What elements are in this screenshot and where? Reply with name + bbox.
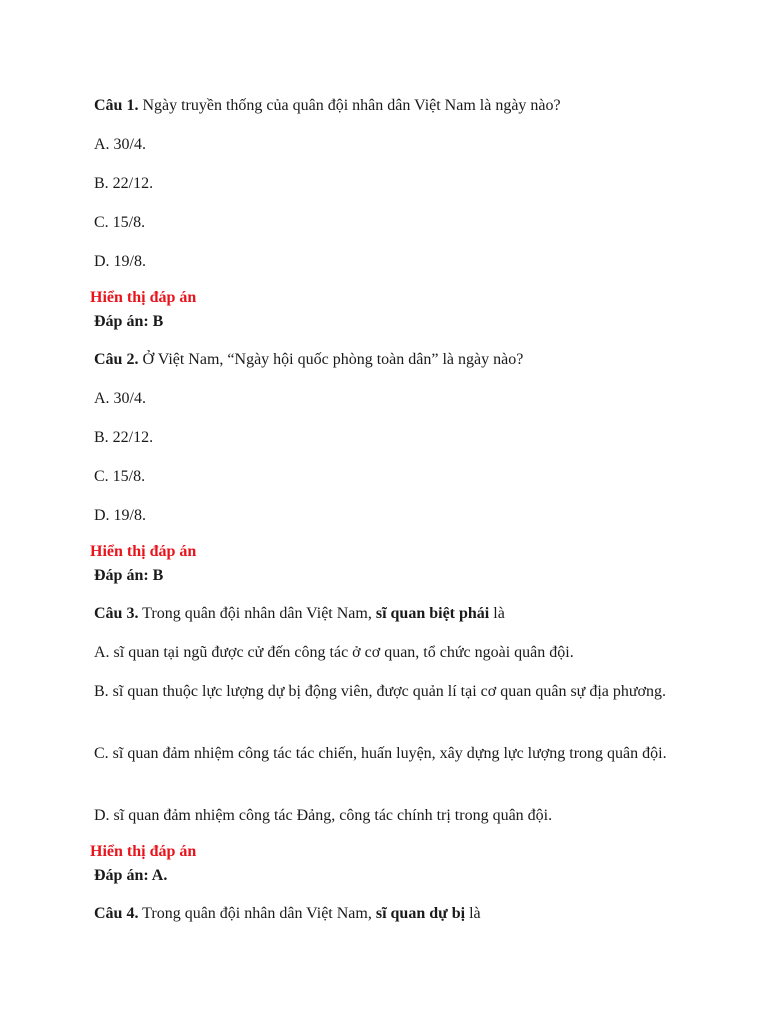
option-b: B. 22/12. bbox=[94, 175, 154, 192]
question-term: sĩ quan biệt phái bbox=[375, 605, 490, 622]
answer-text: Đáp án: B bbox=[94, 567, 164, 584]
question-label: Câu 2. bbox=[94, 351, 139, 368]
option-b: B. sĩ quan thuộc lực lượng dự bị động viên, được quản lí tại cơ quan quân sự địa phương. bbox=[94, 683, 667, 700]
question-label: Câu 3. bbox=[94, 605, 139, 622]
question-2 bbox=[94, 348, 674, 371]
option-a: A. 30/4. bbox=[94, 136, 146, 153]
option-d: D. sĩ quan đảm nhiệm công tác Đảng, công tác chính trị trong quân đội. bbox=[94, 807, 553, 824]
show-answer-link[interactable]: Hiển thị đáp án bbox=[90, 289, 197, 306]
question-text: Ngày truyền thống của quân đội nhân dân Việt Nam là ngày nào? bbox=[138, 97, 561, 114]
question-text: Trong quân đội nhân dân Việt Nam, bbox=[138, 605, 376, 622]
question-text: Ở Việt Nam, “Ngày hội quốc phòng toàn dân” là ngày nào? bbox=[138, 351, 524, 368]
option-a: A. 30/4. bbox=[94, 390, 146, 407]
question-text-end: là bbox=[489, 605, 505, 622]
option-d: D. 19/8. bbox=[94, 507, 146, 524]
option-a: A. sĩ quan tại ngũ được cử đến công tác ở cơ quan, tổ chức ngoài quân đội. bbox=[94, 644, 574, 661]
show-answer-link[interactable]: Hiển thị đáp án bbox=[90, 843, 197, 860]
option-c: C. sĩ quan đảm nhiệm công tác tác chiến, huấn luyện, xây dựng lực lượng trong quân đội. bbox=[94, 745, 667, 762]
question-term: sĩ quan dự bị bbox=[375, 905, 466, 922]
option-c: C. 15/8. bbox=[94, 468, 146, 485]
answer-text: Đáp án: A. bbox=[94, 867, 168, 884]
answer-text: Đáp án: B bbox=[94, 313, 164, 330]
show-answer-link[interactable]: Hiển thị đáp án bbox=[90, 543, 197, 560]
question-text-end: là bbox=[465, 905, 481, 922]
question-1 bbox=[94, 94, 674, 117]
option-b: B. 22/12. bbox=[94, 429, 154, 446]
option-c: C. 15/8. bbox=[94, 214, 146, 231]
question-label: Câu 4. bbox=[94, 905, 139, 922]
question-3 bbox=[94, 602, 674, 625]
question-label: Câu 1. bbox=[94, 97, 139, 114]
option-d: D. 19/8. bbox=[94, 253, 146, 270]
question-text: Trong quân đội nhân dân Việt Nam, bbox=[138, 905, 376, 922]
question-4 bbox=[94, 902, 674, 925]
